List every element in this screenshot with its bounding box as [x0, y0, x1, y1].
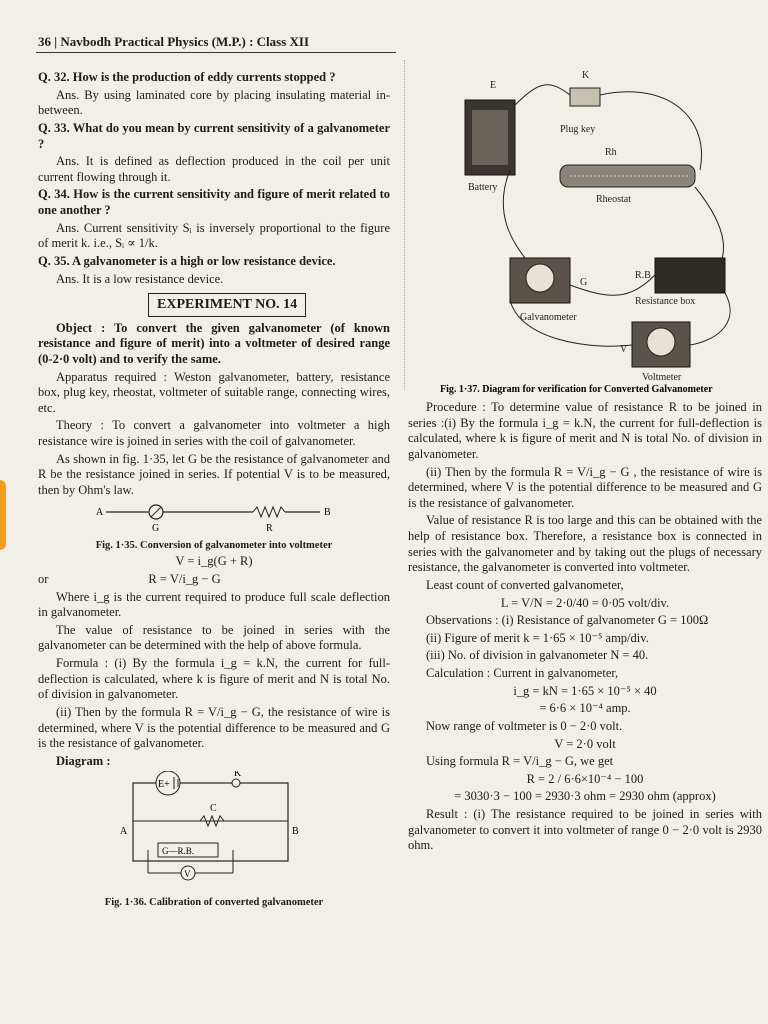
question-35: Q. 35. A galvanometer is a high or low resistance device.	[38, 253, 336, 268]
where-text: Where i_g is the current required to produce full scale deflection in galvanometer.	[38, 589, 390, 620]
value-text: The value of resistance to be joined in series with the galvanometer can be determined with the help of above formula.	[38, 622, 390, 653]
experiment-heading: EXPERIMENT NO. 14	[148, 293, 306, 317]
least-count-text: Least count of converted galvanometer,	[426, 577, 624, 592]
then-text: (ii) Then by the formula R = V/i_g − G , the resistance of wire is determined, where V is the potential difference to be measured and G is the resistance of galvanometer.	[408, 464, 762, 510]
theory-text: Theory : To convert a galvanometer into voltmeter a high resistance wire is joined in series with the coil of galvanometer.	[38, 418, 390, 448]
calculation-text: Calculation : Current in galvanometer,	[426, 666, 619, 680]
verification-apparatus-figure	[410, 60, 762, 400]
svg-text:R: R	[266, 522, 273, 534]
or-label: or	[38, 571, 49, 586]
object-text: Object : To convert the given galvanometer (of known resistance and figure of merit) into a voltmeter of desired range (0-2·0 volt) and to verify the same.	[38, 320, 390, 366]
label-G: G	[580, 277, 588, 288]
svg-text:B: B	[292, 826, 299, 838]
svg-text:K: K	[234, 771, 242, 780]
left-column	[38, 70, 390, 911]
label-rheostat: Rheostat	[596, 194, 631, 205]
svg-text:C: C	[210, 803, 217, 815]
label-V: V	[620, 344, 628, 355]
fig-136-caption: Fig. 1·36. Calibration of converted galvanometer	[104, 897, 324, 908]
range-text: Now range of voltmeter is 0 − 2·0 volt.	[426, 718, 623, 733]
label-E: E	[490, 80, 497, 91]
label-galvanometer: Galvanometer	[520, 312, 577, 323]
label-resistance-box: Resistance box	[635, 296, 696, 307]
header-rule	[36, 52, 396, 53]
equation-1: V = i_g(G + R)	[175, 554, 253, 569]
svg-text:V: V	[184, 869, 191, 880]
svg-text:G: G	[152, 522, 160, 534]
svg-text:B: B	[324, 506, 331, 518]
svg-text:G—R.B.: G—R.B.	[162, 846, 195, 857]
voltage-value: V = 2·0 volt	[554, 736, 616, 751]
question-34: Q. 34. How is the current sensitivity and figure of merit related to one another ?	[38, 187, 390, 217]
answer-33: Ans. It is defined as deflection produced in the coil per unit current flowing through it.	[38, 154, 390, 184]
large-resistance-text: Value of resistance R is too large and this can be obtained with the help of resistance box. Therefore, a resistance box is connected in series with the galvanometer and by taking out the plugs of necessary resistance, the galvanometer is converted into voltmeter.	[408, 513, 762, 575]
resistance-step-2: = 3030·3 − 100 = 2930·3 ohm = 2930 ohm (approx)	[454, 789, 716, 804]
observation-2: (ii) Figure of merit k = 1·65 × 10⁻⁵ amp/div.	[426, 630, 649, 645]
answer-34: Ans. Current sensitivity Sᵢ is inversely proportional to the figure of merit k. i.e., Sᵢ ∝ 1/k.	[38, 220, 390, 251]
calc-step-2: = 6·6 × 10⁻⁴ amp.	[539, 701, 631, 716]
result-text: Result : (i) The resistance required to be joined in series with galvanometer to convert it into voltmeter of range 0 − 2·0 volt is 2930 ohm.	[408, 807, 762, 853]
fig-135-caption: Fig. 1·35. Conversion of galvanometer into voltmeter	[95, 540, 333, 552]
label-Rh: Rh	[605, 147, 617, 158]
fig-137-caption: Fig. 1·37. Diagram for verification for Converted Galvanometer	[440, 384, 713, 395]
question-32: Q. 32. How is the production of eddy currents stopped ?	[38, 70, 336, 84]
page-header: 36 | Navbodh Practical Physics (M.P.) : Class XII	[38, 34, 310, 49]
conversion-diagram	[38, 501, 390, 535]
theory-text-2: As shown in fig. 1·35, let G be the resistance of galvanometer and R be the resistance joined in series. If potential V is to be measured, then by Ohm's law.	[38, 451, 390, 497]
label-plug-key: Plug key	[560, 124, 596, 135]
equation-2: R = V/i_g − G	[148, 571, 221, 586]
calibration-circuit-diagram	[38, 771, 390, 891]
label-K: K	[582, 70, 590, 81]
or-text	[38, 572, 390, 588]
label-RB: R.B.	[635, 270, 654, 281]
least-count-equation: L = V/N = 2·0/40 = 0·05 volt/div.	[500, 595, 670, 610]
formula-2-text: (ii) Then by the formula R = V/i_g − G, the resistance of wire is determined, where V is the potential difference to be measured and G is the resistance of galvanometer.	[38, 704, 390, 751]
column-divider	[404, 60, 406, 390]
right-column	[408, 400, 762, 856]
procedure-text: Procedure : To determine value of resistance R to be joined in series :(i) By the formula i_g = k.N, the current for full-deflection is calculated, where k is figure of merit and N is total No. of division in galvanometer.	[408, 400, 762, 461]
apparatus-text: Apparatus required : Weston galvanometer, battery, resistance box, plug key, rheostat, voltmeter of suitable range, connecting wires, etc.	[38, 369, 390, 415]
formula-1-text: Formula : (i) By the formula i_g = k.N, the current for full-deflection is calculated, where k is figure of merit and N is total No. of division in galvanometer.	[38, 656, 390, 702]
label-battery: Battery	[468, 182, 498, 193]
observation-3: (iii) No. of division in galvanometer N = 40.	[426, 648, 649, 663]
using-formula-text: Using formula R = V/i_g − G, we get	[426, 754, 614, 769]
page-edge-tab	[0, 480, 6, 550]
diagram-label: Diagram :	[56, 753, 111, 768]
answer-32: Ans. By using laminated core by placing insulating material in-between.	[38, 87, 390, 118]
calc-step-1: i_g = kN = 1·65 × 10⁻⁵ × 40	[513, 683, 657, 698]
answer-35: Ans. It is a low resistance device.	[56, 271, 224, 286]
label-voltmeter: Voltmeter	[642, 372, 682, 383]
svg-text:E+: E+	[158, 779, 170, 791]
resistance-step-1: R = 2 / 6·6×10⁻⁴ − 100	[526, 771, 644, 786]
svg-text:A: A	[120, 826, 128, 838]
svg-text:A: A	[96, 506, 104, 518]
observation-1: Observations : (i) Resistance of galvanometer G = 100Ω	[426, 613, 709, 628]
question-33: Q. 33. What do you mean by current sensitivity of a galvanometer ?	[38, 120, 390, 151]
